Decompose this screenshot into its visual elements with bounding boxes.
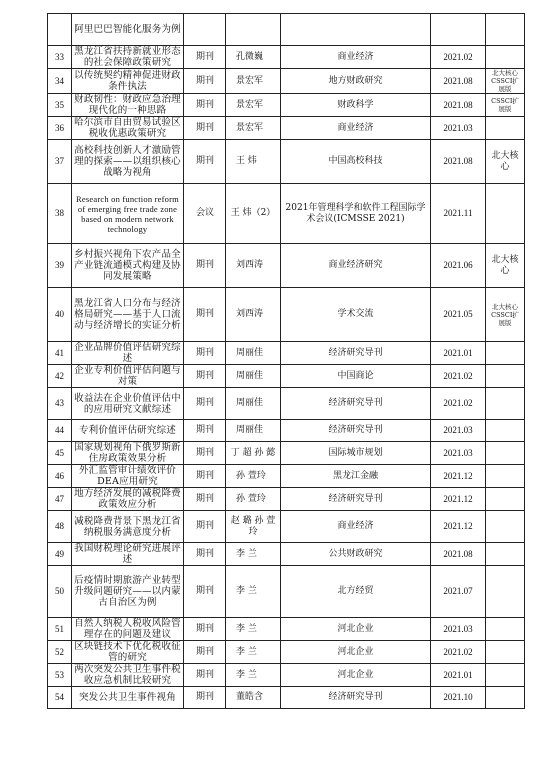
publication-type: 期刊 — [184, 94, 226, 117]
publication-type: 期刊 — [184, 566, 226, 618]
row-number: 54 — [48, 687, 72, 709]
publication-type: 期刊 — [184, 46, 226, 69]
index-note: 北大核心CSSCI扩展版 — [486, 69, 525, 94]
publication-type: 期刊 — [184, 511, 226, 543]
row-number: 36 — [48, 117, 72, 140]
index-note — [486, 117, 525, 140]
publication-date: 2021.08 — [431, 94, 486, 117]
index-note: 北大核心CSSCI扩展版 — [486, 288, 525, 342]
publication-venue: 经济研究导刊 — [281, 687, 431, 709]
publication-venue: 国际城市规划 — [281, 442, 431, 465]
paper-title: 减税降费背景下黑龙江省纳税服务满意度分析 — [72, 511, 184, 543]
paper-title: 黑龙江省人口分布与经济格局研究——基于人口流动与经济增长的实证分析 — [72, 288, 184, 342]
index-note — [486, 618, 525, 641]
publication-date: 2021.03 — [431, 420, 486, 442]
table-row — [48, 69, 525, 94]
paper-title: 突发公共卫生事件视角 — [72, 687, 184, 709]
publication-type: 期刊 — [184, 342, 226, 365]
author: 景宏军 — [226, 69, 281, 94]
index-note — [486, 511, 525, 543]
publication-date: 2021.12 — [431, 488, 486, 511]
row-number: 43 — [48, 388, 72, 420]
table-row — [48, 488, 525, 511]
publication-type: 期刊 — [184, 465, 226, 488]
index-note — [486, 365, 525, 388]
author: 李 兰 — [226, 566, 281, 618]
index-note: 北大核心 — [486, 140, 525, 184]
publication-type: 期刊 — [184, 140, 226, 184]
table-row — [48, 365, 525, 388]
table-row — [48, 14, 525, 46]
row-number: 38 — [48, 184, 72, 244]
table-row — [48, 641, 525, 664]
author: 赵 璐 孙 萱玲 — [226, 511, 281, 543]
paper-title: 两次突发公共卫生事件税收应急机制比较研究 — [72, 664, 184, 687]
publication-date: 2021.02 — [431, 46, 486, 69]
paper-title: 哈尔滨市自由贸易试验区税收优惠政策研究 — [72, 117, 184, 140]
publication-venue: 商业经济 — [281, 511, 431, 543]
publication-date: 2021.03 — [431, 618, 486, 641]
publication-venue: 2021年管理科学和软件工程国际学术会议(ICMSSE 2021) — [281, 184, 431, 244]
publication-type: 期刊 — [184, 442, 226, 465]
table-row — [48, 442, 525, 465]
publication-venue: 黑龙江金融 — [281, 465, 431, 488]
publication-date: 2021.02 — [431, 388, 486, 420]
publication-type: 期刊 — [184, 365, 226, 388]
publication-venue: 财政科学 — [281, 94, 431, 117]
table-row — [48, 543, 525, 566]
row-number: 52 — [48, 641, 72, 664]
publication-venue — [281, 14, 431, 46]
index-note — [486, 14, 525, 46]
row-number: 48 — [48, 511, 72, 543]
publication-type — [184, 14, 226, 46]
row-number: 47 — [48, 488, 72, 511]
paper-title: 我国财税理论研究进展评述 — [72, 543, 184, 566]
author: 孔微巍 — [226, 46, 281, 69]
table-row — [48, 184, 525, 244]
table-row — [48, 46, 525, 69]
row-number: 34 — [48, 69, 72, 94]
publication-venue: 经济研究导刊 — [281, 488, 431, 511]
index-note — [486, 543, 525, 566]
author: 李 兰 — [226, 641, 281, 664]
author: 丁 超 孙 懿 — [226, 442, 281, 465]
row-number: 51 — [48, 618, 72, 641]
index-note — [486, 388, 525, 420]
row-number: 46 — [48, 465, 72, 488]
index-note: 北大核心 — [486, 244, 525, 288]
author: 李 兰 — [226, 618, 281, 641]
index-note — [486, 420, 525, 442]
publication-date: 2021.02 — [431, 641, 486, 664]
publication-venue: 经济研究导刊 — [281, 342, 431, 365]
table-row — [48, 140, 525, 184]
publication-type: 期刊 — [184, 388, 226, 420]
row-number: 40 — [48, 288, 72, 342]
publication-date: 2021.05 — [431, 288, 486, 342]
author: 周丽佳 — [226, 388, 281, 420]
author: 周丽佳 — [226, 420, 281, 442]
row-number: 35 — [48, 94, 72, 117]
table-row — [48, 420, 525, 442]
table-row — [48, 566, 525, 618]
paper-title: 外汇监管审计绩效评价DEA应用研究 — [72, 465, 184, 488]
paper-title: 财政韧性：财政应急治理现代化的一种思路 — [72, 94, 184, 117]
paper-title: 企业品牌价值评估研究综述 — [72, 342, 184, 365]
paper-title: 收益法在企业价值评估中的应用研究文献综述 — [72, 388, 184, 420]
author: 刘西涛 — [226, 244, 281, 288]
publication-type: 期刊 — [184, 641, 226, 664]
author: 刘西涛 — [226, 288, 281, 342]
publication-venue: 学术交流 — [281, 288, 431, 342]
publication-type: 期刊 — [184, 488, 226, 511]
index-note — [486, 465, 525, 488]
publication-venue: 河北企业 — [281, 641, 431, 664]
index-note — [486, 687, 525, 709]
row-number: 44 — [48, 420, 72, 442]
paper-title: 自然人纳税人税收风险管理存在的问题及建议 — [72, 618, 184, 641]
publication-venue: 河北企业 — [281, 664, 431, 687]
paper-title: 乡村振兴视角下农产品全产业链流通模式构建及协同发展策略 — [72, 244, 184, 288]
publication-type: 期刊 — [184, 618, 226, 641]
paper-title: 地方经济发展的减税降费政策效应分析 — [72, 488, 184, 511]
publication-type: 期刊 — [184, 288, 226, 342]
paper-title: 区块链技术下优化税收征管的研究 — [72, 641, 184, 664]
publication-date: 2021.03 — [431, 117, 486, 140]
paper-title: 以传统契约精神促进财政条件执法 — [72, 69, 184, 94]
publication-venue: 地方财政研究 — [281, 69, 431, 94]
publication-table — [47, 13, 525, 709]
index-note — [486, 488, 525, 511]
paper-title: 后疫情时期旅游产业转型升级问题研究——以内蒙古自治区为例 — [72, 566, 184, 618]
publication-date: 2021.08 — [431, 140, 486, 184]
author: 孙 萱玲 — [226, 488, 281, 511]
publication-date: 2021.10 — [431, 687, 486, 709]
author: 周丽佳 — [226, 342, 281, 365]
publication-date: 2021.02 — [431, 365, 486, 388]
row-number: 50 — [48, 566, 72, 618]
author: 李 兰 — [226, 543, 281, 566]
index-note — [486, 566, 525, 618]
row-number: 33 — [48, 46, 72, 69]
publication-date: 2021.06 — [431, 244, 486, 288]
author: 周丽佳 — [226, 365, 281, 388]
paper-title: 企业专利价值评估问题与对策 — [72, 365, 184, 388]
publication-type: 期刊 — [184, 117, 226, 140]
author: 董皓含 — [226, 687, 281, 709]
paper-title: 高校科技创新人才激励管理的探索——以组织核心战略为视角 — [72, 140, 184, 184]
author: 王 炜 — [226, 140, 281, 184]
publication-type: 期刊 — [184, 244, 226, 288]
index-note — [486, 641, 525, 664]
table-row — [48, 388, 525, 420]
index-note: CSSCI扩展版 — [486, 94, 525, 117]
publication-type: 期刊 — [184, 420, 226, 442]
publication-date: 2021.07 — [431, 566, 486, 618]
publication-venue: 河北企业 — [281, 618, 431, 641]
publication-venue: 商业经济 — [281, 46, 431, 69]
table-row — [48, 117, 525, 140]
author: 景宏军 — [226, 94, 281, 117]
row-number: 37 — [48, 140, 72, 184]
table-row — [48, 618, 525, 641]
table-row — [48, 465, 525, 488]
table-row — [48, 511, 525, 543]
author — [226, 14, 281, 46]
row-number — [48, 14, 72, 46]
publication-venue: 北方经贸 — [281, 566, 431, 618]
row-number: 45 — [48, 442, 72, 465]
publication-date: 2021.08 — [431, 69, 486, 94]
publication-date: 2021.12 — [431, 511, 486, 543]
publication-date: 2021.03 — [431, 442, 486, 465]
publication-type: 期刊 — [184, 69, 226, 94]
row-number: 42 — [48, 365, 72, 388]
paper-title: 国家规划视角下俄罗斯新住房政策效果分析 — [72, 442, 184, 465]
publication-date: 2021.12 — [431, 465, 486, 488]
table-row — [48, 94, 525, 117]
publication-type: 期刊 — [184, 543, 226, 566]
publication-venue: 中国高校科技 — [281, 140, 431, 184]
publication-venue: 经济研究导刊 — [281, 388, 431, 420]
publication-date: 2021.11 — [431, 184, 486, 244]
row-number: 39 — [48, 244, 72, 288]
author: 李 兰 — [226, 664, 281, 687]
row-number: 53 — [48, 664, 72, 687]
paper-title: 黑龙江省扶持新就业形态的社会保障政策研究 — [72, 46, 184, 69]
table-row — [48, 664, 525, 687]
index-note — [486, 184, 525, 244]
table-row — [48, 687, 525, 709]
publication-date: 2021.01 — [431, 342, 486, 365]
author: 孙 萱玲 — [226, 465, 281, 488]
table-row — [48, 244, 525, 288]
publication-type: 期刊 — [184, 687, 226, 709]
author: 景宏军 — [226, 117, 281, 140]
publication-type: 期刊 — [184, 664, 226, 687]
publication-date — [431, 14, 486, 46]
publication-venue: 中国商论 — [281, 365, 431, 388]
index-note — [486, 664, 525, 687]
row-number: 49 — [48, 543, 72, 566]
publication-date: 2021.08 — [431, 543, 486, 566]
index-note — [486, 442, 525, 465]
publication-venue: 经济研究导刊 — [281, 420, 431, 442]
publication-venue: 商业经济研究 — [281, 244, 431, 288]
table-row — [48, 342, 525, 365]
publication-date: 2021.01 — [431, 664, 486, 687]
publication-venue: 商业经济 — [281, 117, 431, 140]
index-note — [486, 342, 525, 365]
paper-title: Research on function reform of emerging free trade zone based on modern network technology — [72, 184, 184, 244]
publication-venue: 公共财政研究 — [281, 543, 431, 566]
paper-title: 阿里巴巴智能化服务为例 — [72, 14, 184, 46]
paper-title: 专利价值评估研究综述 — [72, 420, 184, 442]
author: 王 炜（2） — [226, 184, 281, 244]
table-row — [48, 288, 525, 342]
index-note — [486, 46, 525, 69]
publication-type: 会议 — [184, 184, 226, 244]
row-number: 41 — [48, 342, 72, 365]
